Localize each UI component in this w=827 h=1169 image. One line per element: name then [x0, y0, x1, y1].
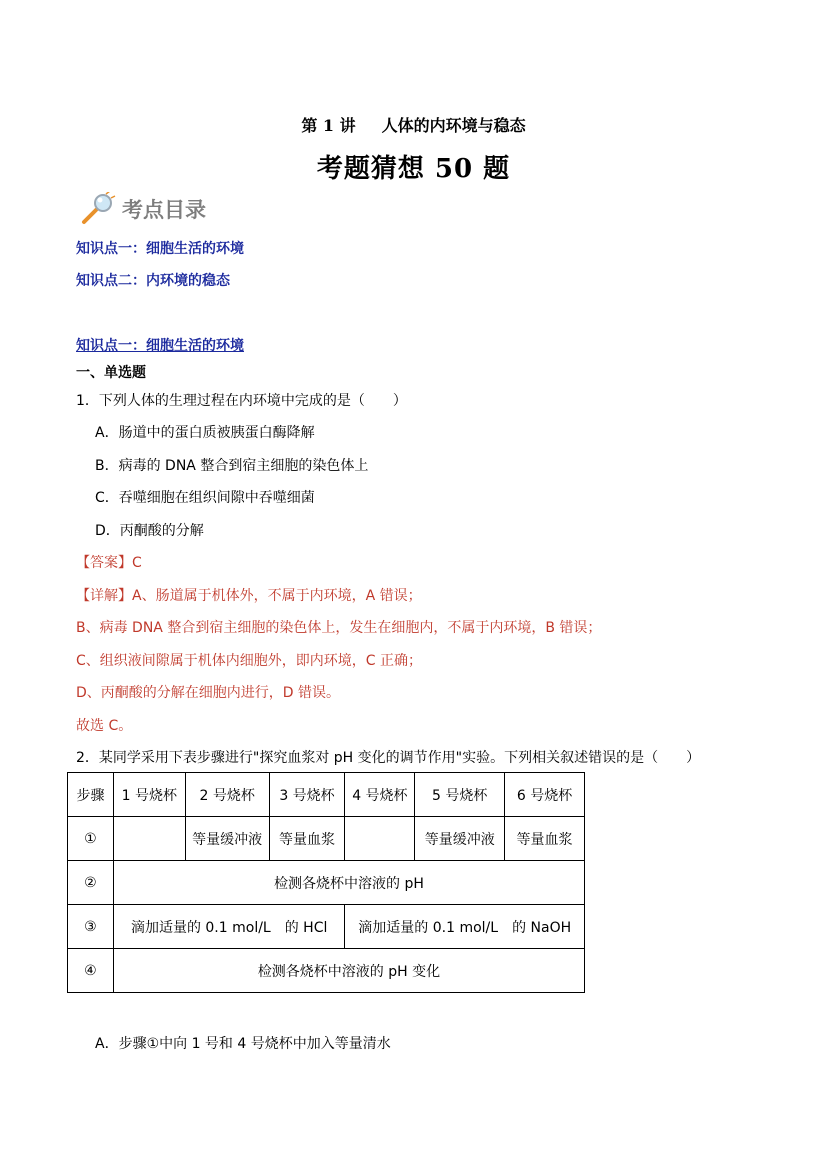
- table-header-cell: 5 号烧杯: [415, 773, 505, 817]
- table-cell: 滴加适量的 0.1 mol/L 的 HCl: [113, 905, 345, 949]
- toc-item-2[interactable]: 知识点二：内环境的稳态: [76, 273, 230, 289]
- table-header-cell: 步骤: [68, 773, 114, 817]
- table-header-cell: 6 号烧杯: [505, 773, 585, 817]
- q1-explanation-line: D、丙酮酸的分解在细胞内进行，D 错误。: [76, 685, 341, 701]
- q1-option-c: C．吞噬细胞在组织间隙中吞噬细菌: [95, 490, 315, 506]
- table-cell: 等量血浆: [269, 817, 345, 861]
- lecture-topic: 人体的内环境与稳态: [381, 116, 526, 135]
- table-row: [68, 949, 585, 993]
- table-cell: ②: [68, 861, 114, 905]
- q1-explanation-line: 故选 C。: [76, 718, 133, 734]
- table-cell: ③: [68, 905, 114, 949]
- q1-option-d: D．丙酮酸的分解: [95, 523, 204, 539]
- q1-explanation-line: 【详解】A、肠道属于机体外，不属于内环境，A 错误；: [76, 588, 422, 604]
- q1-answer: 【答案】C: [76, 555, 142, 571]
- table-cell: 滴加适量的 0.1 mol/L 的 NaOH: [345, 905, 585, 949]
- page-subtitle: 考题猜想 50 题: [316, 154, 511, 184]
- table-header-cell: 3 号烧杯: [269, 773, 345, 817]
- q1-stem: 1．下列人体的生理过程在内环境中完成的是（ ）: [76, 393, 407, 409]
- q1-explanation-line: C、组织液间隙属于机体内细胞外，即内环境，C 正确；: [76, 653, 422, 669]
- table-row: [68, 817, 585, 861]
- q1-explanation-line: B、病毒 DNA 整合到宿主细胞的染色体上，发生在细胞内，不属于内环境，B 错误；: [76, 620, 602, 636]
- lecture-number: 第 1 讲: [301, 116, 356, 135]
- table-header-row: [68, 773, 585, 817]
- table-cell: [345, 817, 415, 861]
- table-cell: 等量缓冲液: [415, 817, 505, 861]
- table-header-cell: 2 号烧杯: [185, 773, 269, 817]
- lecture-title: [0, 113, 827, 136]
- question-type: 一、单选题: [76, 365, 146, 381]
- toc-title: 考点目录: [122, 198, 206, 222]
- table-cell: ④: [68, 949, 114, 993]
- table-cell: ①: [68, 817, 114, 861]
- table-header-cell: 1 号烧杯: [113, 773, 185, 817]
- magnifier-icon: [80, 192, 118, 226]
- table-cell: 检测各烧杯中溶液的 pH 变化: [113, 949, 584, 993]
- experiment-table: [67, 772, 585, 993]
- table-cell: 等量血浆: [505, 817, 585, 861]
- q1-option-b: B．病毒的 DNA 整合到宿主细胞的染色体上: [95, 458, 369, 474]
- q1-option-a: A．肠道中的蛋白质被胰蛋白酶降解: [95, 425, 315, 441]
- table-row: [68, 905, 585, 949]
- table-header-cell: 4 号烧杯: [345, 773, 415, 817]
- q2-option-a: A．步骤①中向 1 号和 4 号烧杯中加入等量清水: [95, 1036, 391, 1052]
- table-row: [68, 861, 585, 905]
- table-cell: 等量缓冲液: [185, 817, 269, 861]
- table-cell: 检测各烧杯中溶液的 pH: [113, 861, 584, 905]
- table-cell: [113, 817, 185, 861]
- q2-stem: 2．某同学采用下表步骤进行"探究血浆对 pH 变化的调节作用"实验。下列相关叙述错误的是（ ）: [76, 750, 701, 766]
- section-heading[interactable]: 知识点一：细胞生活的环境: [76, 338, 244, 354]
- toc-item-1[interactable]: 知识点一：细胞生活的环境: [76, 241, 244, 257]
